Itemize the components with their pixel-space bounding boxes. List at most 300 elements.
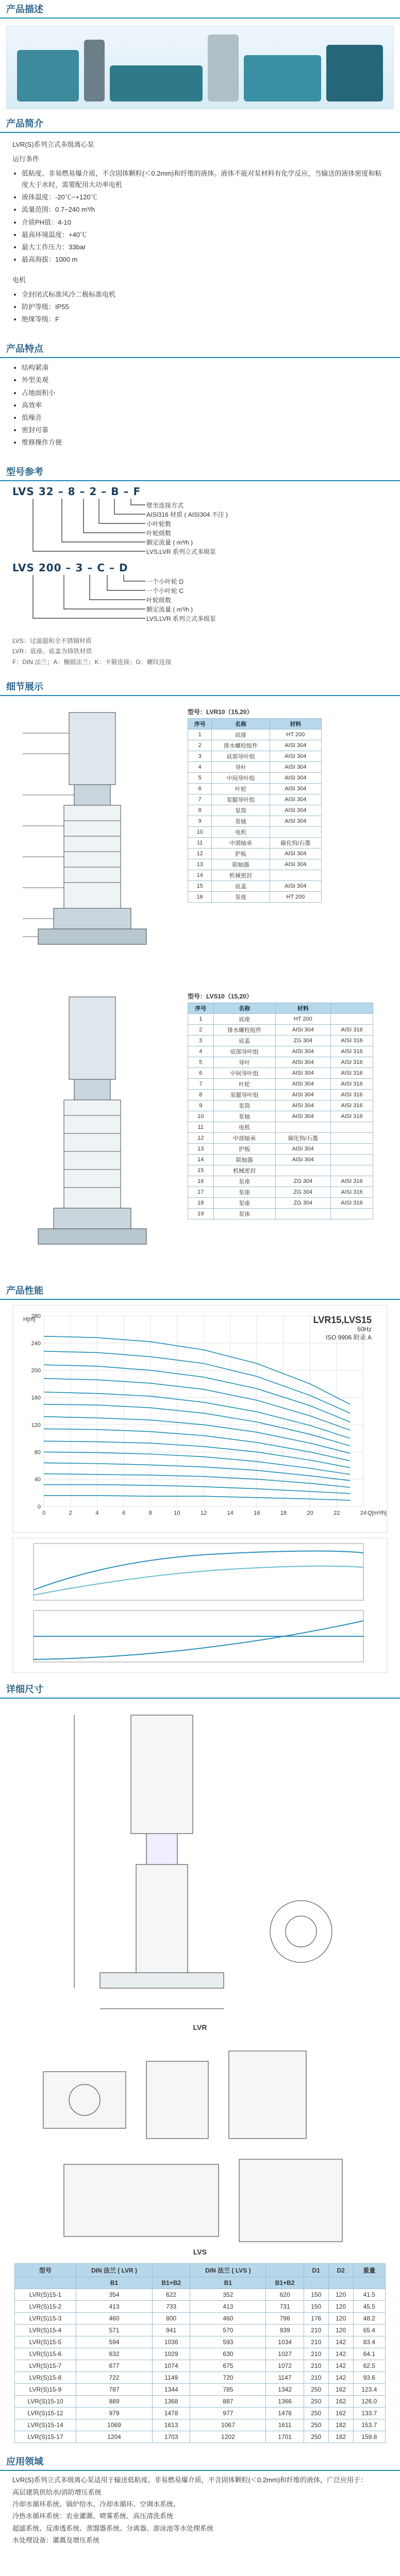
- list-item: • 液体温度：-20℃~+120℃: [22, 192, 388, 203]
- section-title: 型号参考: [6, 466, 43, 478]
- table-cell: 250: [304, 2408, 328, 2419]
- section-title: 产品性能: [6, 1285, 43, 1297]
- table-cell: 泵轴: [213, 1111, 275, 1122]
- table-cell: 731: [266, 2301, 304, 2313]
- table-cell: 泵腿导叶组: [213, 1090, 275, 1100]
- table-cell: 250: [304, 2431, 328, 2443]
- table-cell: AISI 316: [331, 1036, 373, 1046]
- table-header-cell: [353, 2277, 385, 2289]
- chart-title: LVR15,LVS15: [313, 1315, 372, 1326]
- model-code: LVS 32 – 8 – 2 – B – F: [12, 485, 141, 498]
- table-cell: AISI 304: [270, 794, 321, 805]
- table-cell: 120: [328, 2301, 353, 2313]
- table-cell: [275, 1122, 330, 1133]
- table-cell: AISI 316: [331, 1025, 373, 1036]
- table-cell: 787: [76, 2384, 153, 2396]
- table-cell: 中间导叶组: [213, 1068, 275, 1079]
- dimension-drawing-svg: [12, 2041, 387, 2257]
- table-cell: 15: [188, 881, 212, 892]
- table-cell: 162: [328, 2396, 353, 2408]
- x-tick-label: 10: [174, 1510, 180, 1517]
- table-cell: 底部导叶组: [212, 751, 270, 762]
- model-note: F：DIN 法兰；A：椭圆法兰；K：卡箍连接；G：螺纹连接: [12, 658, 172, 666]
- efficiency-npsh-charts: [12, 1538, 388, 1673]
- list-item: • 占地面积小: [22, 387, 388, 399]
- pump-illustration: [84, 40, 105, 101]
- table-cell: 1366: [266, 2396, 304, 2408]
- table-cell: 182: [328, 2431, 353, 2443]
- performance-chart: [12, 1305, 388, 1533]
- table-cell: 碳化钨/石墨: [270, 838, 321, 849]
- x-tick-label: 0: [42, 1510, 46, 1517]
- series-line: [44, 1496, 350, 1500]
- y-tick-label: 40: [34, 1477, 41, 1483]
- list-item: • 介质PH值：4-10: [22, 217, 388, 228]
- table-header-cell: [328, 2277, 353, 2289]
- table-cell: AISI 316: [331, 1176, 373, 1187]
- section-title: 细节展示: [6, 682, 43, 693]
- table-cell: 45.5: [353, 2301, 385, 2313]
- table-cell: 413: [190, 2301, 266, 2313]
- table-cell: 导叶: [212, 762, 270, 773]
- table-cell: [331, 1155, 373, 1165]
- app-line: LVR(S)系列立式多级离心泵适用于输送低粘度、非易燃易爆介质，不含固体颗粒(＜0.2mm)和纤维的液体，广泛应用于：: [12, 2476, 368, 2484]
- table-cell: LVR(S)15-2: [15, 2301, 76, 2313]
- table-cell: AISI 304: [275, 1025, 330, 1036]
- y-tick-label: 160: [31, 1395, 41, 1401]
- table-header-cell: [152, 2264, 190, 2277]
- dimension-drawing-2: [12, 2041, 388, 2257]
- table-row: [188, 773, 322, 784]
- features-list: [12, 362, 388, 448]
- table-cell: LVR(S)15-9: [15, 2384, 76, 2396]
- model-code-diagram-1: [12, 485, 388, 557]
- table-row: [188, 1100, 373, 1111]
- list-item: • 维修操作方便: [22, 437, 388, 448]
- table-cell: AISI 316: [331, 1057, 373, 1068]
- x-tick-label: 20: [307, 1510, 313, 1517]
- table-cell: 1034: [266, 2336, 304, 2348]
- table-cell: 133.7: [353, 2408, 385, 2419]
- table-row: [15, 2360, 386, 2372]
- table-cell: AISI 316: [331, 1100, 373, 1111]
- model-label: 壁坐连接方式: [146, 501, 184, 509]
- table-row: [15, 2348, 386, 2360]
- table-cell: 210: [304, 2372, 328, 2384]
- table-row: [188, 1111, 373, 1122]
- table-cell: 5: [188, 1057, 214, 1068]
- table-cell: AISI 304: [275, 1155, 330, 1165]
- table-cell: 4: [188, 762, 212, 773]
- lvs-spec-table-wrap: [188, 992, 373, 1219]
- table-header-cell: B1: [190, 2277, 266, 2289]
- table-cell: 352: [190, 2289, 266, 2301]
- table-cell: 10: [188, 1111, 214, 1122]
- table-header-cell: B1+B2: [152, 2277, 190, 2289]
- app-line: 高层建筑供给水/消防增压系统: [12, 2488, 102, 2496]
- model-label: AISI316 材质 ( AISI304 不注 ): [146, 511, 228, 518]
- table-header-row: [188, 719, 322, 730]
- table-cell: 11: [188, 1122, 214, 1133]
- table-cell: 泵筒: [213, 1100, 275, 1111]
- model-note: LVR：底座、底盖为铸铁材质: [12, 648, 92, 655]
- model-label: LVS,LVR 系列立式多级泵: [146, 615, 216, 622]
- lvr-spec-table-wrap: [188, 707, 322, 903]
- table-cell: AISI 304: [270, 773, 321, 784]
- intro-text: [0, 133, 400, 329]
- table-cell: 182: [328, 2419, 353, 2431]
- table-cell: LVR(S)15-10: [15, 2396, 76, 2408]
- table-cell: 1703: [152, 2431, 190, 2443]
- motor-title: 电机: [12, 276, 26, 284]
- table-cell: 64.1: [353, 2348, 385, 2360]
- model-code-diagram-2: [12, 562, 388, 629]
- table-cell: 护板: [213, 1144, 275, 1155]
- model-code: LVS 200 – 3 – C – D: [12, 561, 128, 574]
- table-cell: 12: [188, 849, 212, 859]
- table-cell: HT 200: [275, 1014, 330, 1025]
- model-label: 一个小叶轮 C: [146, 587, 184, 595]
- list-item: • 低粘度、非易燃易爆介质，不含固体颗粒(＜0.2mm)和纤维的液体。液体不能对泵材料有化学反应，当输送的液体密度和粘度大于水时，需要配用大功率电机: [22, 168, 388, 191]
- lvs-cutaway-drawing: [12, 987, 177, 1275]
- app-line: 水处理设备：灌溉及增压系统: [12, 2536, 100, 2545]
- table-cell: 2: [188, 740, 212, 751]
- table-cell: 8: [188, 1090, 214, 1100]
- x-tick-label: 18: [280, 1510, 287, 1517]
- model-code-labels: [146, 501, 228, 556]
- table-cell: 1476: [266, 2408, 304, 2419]
- x-tick-label: 24: [360, 1510, 367, 1517]
- model-label: 额定流量 ( m³/h ): [146, 538, 193, 546]
- table-cell: 9: [188, 816, 212, 827]
- table-cell: 1: [188, 1014, 214, 1025]
- table-cell: 41.5: [353, 2289, 385, 2301]
- chart-header: [313, 1315, 372, 1342]
- table-header-cell: D2: [328, 2264, 353, 2277]
- table-cell: [275, 1165, 330, 1176]
- table-cell: 93.6: [353, 2372, 385, 2384]
- section-performance-header: [0, 1281, 400, 1300]
- lvr-spec-table: [188, 718, 322, 903]
- list-item: • 最大工作压力：33bar: [22, 242, 388, 253]
- table-cell: LVR(S)15-6: [15, 2348, 76, 2360]
- table-row: [188, 1165, 373, 1176]
- list-item: • 高效率: [22, 400, 388, 411]
- table-cell: 4: [188, 1046, 214, 1057]
- table-cell: 泵腿导叶组: [212, 794, 270, 805]
- table-cell: 泵座: [213, 1176, 275, 1187]
- table-cell: 1147: [266, 2372, 304, 2384]
- table-row: [188, 849, 322, 859]
- series-line: [44, 1379, 350, 1430]
- list-item: • 最高环境温度：+40℃: [22, 229, 388, 241]
- table-cell: 571: [76, 2325, 153, 2336]
- intro-bullets: [12, 168, 388, 265]
- table-cell: 630: [190, 2348, 266, 2360]
- table-cell: LVR(S)15-17: [15, 2431, 76, 2443]
- table-cell: 120: [328, 2325, 353, 2336]
- table-cell: 159.8: [353, 2431, 385, 2443]
- table-row: [188, 1133, 373, 1144]
- drawing-caption: LVR: [193, 2023, 207, 2032]
- list-item: • 最高海拔：1000 m: [22, 254, 388, 265]
- table-cell: [270, 827, 321, 838]
- table-row: [188, 794, 322, 805]
- table-row: [188, 1079, 373, 1090]
- table-header-cell: DIN 法兰 ( LVR ): [76, 2264, 153, 2277]
- table-cell: 17: [188, 1187, 214, 1198]
- table-row: [188, 838, 322, 849]
- series-line: [44, 1463, 350, 1481]
- section-applications-header: [0, 2452, 400, 2471]
- table-cell: AISI 304: [275, 1111, 330, 1122]
- table-header-cell: 名称: [213, 1003, 275, 1014]
- table-cell: 941: [152, 2325, 190, 2336]
- table-cell: 733: [152, 2301, 190, 2313]
- drawing-caption: LVS: [193, 2248, 207, 2257]
- table-row: [15, 2289, 386, 2301]
- model-label: 一个小叶轮 D: [146, 578, 184, 585]
- chart-note: ISO 9906 附录 A: [325, 1334, 372, 1342]
- table-header-row: [15, 2264, 386, 2277]
- table-cell: 中部轴承: [213, 1133, 275, 1144]
- table-cell: AISI 304: [275, 1068, 330, 1079]
- x-tick-label: 22: [334, 1510, 340, 1517]
- pump-illustration: [208, 35, 239, 101]
- table-cell: 675: [190, 2360, 266, 2372]
- table-cell: 1: [188, 730, 212, 740]
- table-cell: 排水螺栓组件: [213, 1025, 275, 1036]
- table-cell: 14: [188, 1155, 214, 1165]
- table-cell: HT 200: [270, 892, 321, 903]
- table-header-cell: [15, 2277, 76, 2289]
- table-cell: 800: [152, 2313, 190, 2325]
- model-label: 叶轮级数: [146, 596, 172, 604]
- table-cell: LVR(S)15-7: [15, 2360, 76, 2372]
- app-line: 冷却水循环系统、锅炉给水、冷却水循环、空调水系统、: [12, 2500, 180, 2508]
- table-cell: 210: [304, 2336, 328, 2348]
- table-row: [188, 762, 322, 773]
- table-cell: 排水螺栓组件: [212, 740, 270, 751]
- table-cell: AISI 316: [331, 1068, 373, 1079]
- table-cell: 620: [266, 2289, 304, 2301]
- table-cell: AISI 304: [275, 1057, 330, 1068]
- table-header-cell: 序号: [188, 719, 212, 730]
- section-title: 产品特点: [6, 344, 43, 355]
- table-row: [188, 751, 322, 762]
- table-row: [15, 2313, 386, 2325]
- table-row: [188, 881, 322, 892]
- table-cell: [331, 1165, 373, 1176]
- model-notes: [0, 633, 400, 670]
- table-cell: [331, 1133, 373, 1144]
- table-row: [188, 1014, 373, 1025]
- table-cell: 1027: [266, 2348, 304, 2360]
- table-cell: [331, 1014, 373, 1025]
- table-row: [15, 2301, 386, 2313]
- table-cell: 5: [188, 773, 212, 784]
- table-cell: 电机: [213, 1122, 275, 1133]
- table-cell: 导叶: [213, 1057, 275, 1068]
- table-cell: 1202: [190, 2431, 266, 2443]
- table-cell: AISI 304: [275, 1090, 330, 1100]
- table-cell: 2: [188, 1025, 214, 1036]
- table-row: [188, 1155, 373, 1165]
- table-cell: 底部导叶组: [213, 1046, 275, 1057]
- section-intro-header: [0, 114, 400, 133]
- x-tick-label: 4: [95, 1510, 99, 1517]
- table-cell: 210: [304, 2360, 328, 2372]
- table-row: [188, 892, 322, 903]
- x-tick-label: 14: [227, 1510, 234, 1517]
- table-row: [15, 2419, 386, 2431]
- table-cell: 720: [190, 2372, 266, 2384]
- table-cell: LVR(S)15-5: [15, 2336, 76, 2348]
- table-row: [15, 2336, 386, 2348]
- table-cell: 叶轮: [212, 784, 270, 794]
- series-line: [44, 1392, 350, 1438]
- table-header-cell: 材料: [275, 1003, 330, 1014]
- list-item: • 全封闭式标准风冷二极标准电机: [22, 289, 388, 300]
- x-axis-label: Q[m³/h]: [368, 1510, 387, 1517]
- section-dimensions-header: [0, 1680, 400, 1699]
- table-cell: 593: [190, 2336, 266, 2348]
- table-header-cell: 序号: [188, 1003, 214, 1014]
- table-cell: 250: [304, 2396, 328, 2408]
- table-title: 型号：LVS10（15,20）: [188, 993, 253, 1001]
- section-description-header: [0, 0, 400, 19]
- table-header-cell: [304, 2277, 328, 2289]
- list-item: • 结构紧凑: [22, 362, 388, 374]
- table-cell: [331, 1122, 373, 1133]
- table-cell: 9: [188, 1100, 214, 1111]
- table-cell: AISI 304: [275, 1046, 330, 1057]
- table-cell: 7: [188, 1079, 214, 1090]
- table-cell: 65.4: [353, 2325, 385, 2336]
- dimension-drawing-svg: [12, 1705, 387, 2035]
- section-title: 应用领域: [6, 2456, 43, 2468]
- table-cell: 1029: [152, 2348, 190, 2360]
- table-cell: 11: [188, 838, 212, 849]
- section-title: 详细尺寸: [6, 1684, 43, 1696]
- x-tick-label: 12: [200, 1510, 207, 1517]
- model-code-leader-lines: [12, 562, 146, 629]
- table-subheader-row: [15, 2277, 386, 2289]
- model-code-leader-lines: [12, 485, 146, 557]
- table-row: [188, 1068, 373, 1079]
- table-cell: 798: [266, 2313, 304, 2325]
- table-row: [188, 1025, 373, 1036]
- list-item: • 密封可靠: [22, 425, 388, 436]
- table-header-cell: [331, 1003, 373, 1014]
- table-cell: 电机: [212, 827, 270, 838]
- motor-bullets: [12, 289, 388, 325]
- table-cell: 1344: [152, 2384, 190, 2396]
- table-row: [188, 1090, 373, 1100]
- table-cell: 887: [190, 2396, 266, 2408]
- table-cell: [331, 1144, 373, 1155]
- table-cell: 16: [188, 892, 212, 903]
- table-cell: AISI 316: [331, 1046, 373, 1057]
- applications-text: [0, 2471, 400, 2549]
- table-cell: 泵座: [213, 1187, 275, 1198]
- table-cell: 1613: [152, 2419, 190, 2431]
- table-row: [188, 816, 322, 827]
- table-cell: 15: [188, 1165, 214, 1176]
- table-cell: 413: [76, 2301, 153, 2313]
- table-cell: AISI 304: [275, 1079, 330, 1090]
- intro-line: 运行条件: [12, 155, 40, 163]
- table-cell: 722: [76, 2372, 153, 2384]
- table-cell: 1067: [190, 2419, 266, 2431]
- table-cell: LVR(S)15-12: [15, 2408, 76, 2419]
- table-row: [188, 1187, 373, 1198]
- pump-illustration: [110, 65, 203, 101]
- table-header-cell: [266, 2264, 304, 2277]
- model-label: LVS,LVR 系列立式多级泵: [146, 548, 216, 555]
- table-cell: 联轴器: [212, 859, 270, 870]
- table-cell: 机械密封: [213, 1165, 275, 1176]
- table-cell: LVR(S)15-3: [15, 2313, 76, 2325]
- table-cell: AISI 304: [270, 762, 321, 773]
- table-row: [188, 1046, 373, 1057]
- table-cell: 泵座: [212, 892, 270, 903]
- table-cell: LVR(S)15-8: [15, 2372, 76, 2384]
- table-cell: AISI 316: [331, 1198, 373, 1209]
- table-cell: 叶轮: [213, 1079, 275, 1090]
- table-row: [188, 1036, 373, 1046]
- model-label: 小叶轮数: [146, 520, 172, 528]
- table-cell: 142: [328, 2336, 353, 2348]
- table-cell: 120: [328, 2313, 353, 2325]
- table-cell: 250: [304, 2419, 328, 2431]
- table-cell: AISI 304: [270, 784, 321, 794]
- table-cell: 150: [304, 2289, 328, 2301]
- table-cell: 1611: [266, 2419, 304, 2431]
- y-tick-label: 280: [31, 1313, 41, 1320]
- table-cell: 62.5: [353, 2360, 385, 2372]
- table-cell: LVR(S)15-1: [15, 2289, 76, 2301]
- table-row: [188, 1198, 373, 1209]
- table-cell: 6: [188, 784, 212, 794]
- table-header-cell: 型号: [15, 2264, 76, 2277]
- table-header-cell: 材料: [270, 719, 321, 730]
- table-cell: AISI 316: [331, 1090, 373, 1100]
- model-label: 叶轮级数: [146, 529, 172, 537]
- table-cell: ZG 304: [275, 1176, 330, 1187]
- table-cell: 10: [188, 827, 212, 838]
- table-row: [15, 2325, 386, 2336]
- pump-illustration: [17, 50, 79, 101]
- table-cell: 18: [188, 1198, 214, 1209]
- table-cell: 126.0: [353, 2396, 385, 2408]
- model-label: 额定流量 ( m³/h ): [146, 605, 193, 613]
- table-header-cell: DIN 法兰 ( LVS ): [190, 2264, 266, 2277]
- table-cell: 泵筒: [212, 805, 270, 816]
- table-cell: 210: [304, 2348, 328, 2360]
- table-cell: 123.4: [353, 2384, 385, 2396]
- table-cell: AISI 304: [270, 805, 321, 816]
- lvs-spec-table: [188, 1003, 373, 1219]
- table-row: [188, 1122, 373, 1133]
- table-cell: 中间导叶组: [212, 773, 270, 784]
- x-tick-label: 2: [69, 1510, 72, 1517]
- dimensions-table: [14, 2263, 386, 2443]
- table-cell: [270, 870, 321, 881]
- table-cell: 19: [188, 1209, 214, 1219]
- x-tick-label: 16: [254, 1510, 260, 1517]
- table-cell: 977: [190, 2408, 266, 2419]
